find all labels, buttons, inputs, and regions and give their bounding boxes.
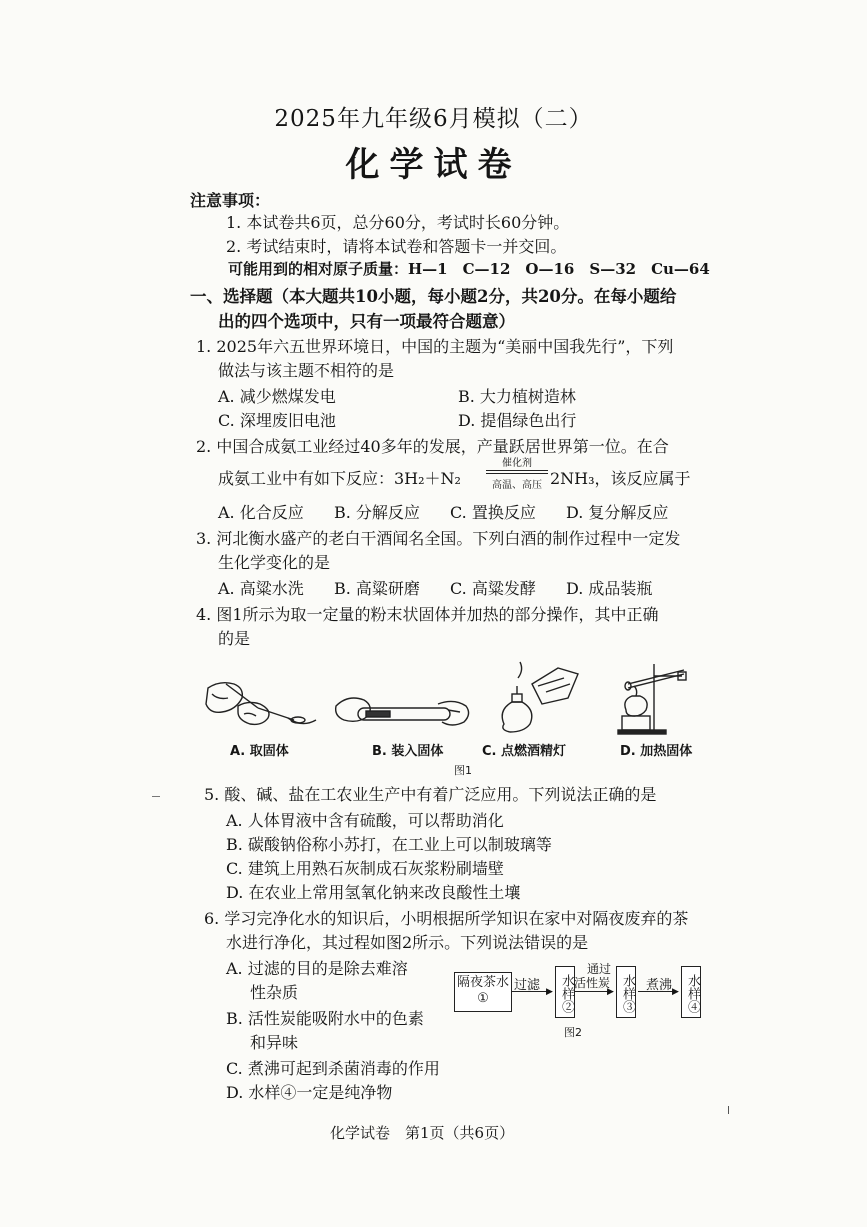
- flow-step-carbon-bottom: 活性炭: [574, 976, 611, 990]
- flow-box-sample-2: 水样②: [555, 966, 575, 1018]
- notice-item-1: 1. 本试卷共6页，总分60分，考试时长60分钟。: [226, 213, 570, 232]
- q1-option-c: C. 深埋废旧电池: [218, 411, 336, 430]
- flow-box-1-label: 隔夜茶水: [456, 975, 509, 990]
- q2-option-a: A. 化合反应: [218, 503, 304, 522]
- spatula-in-hands-drawing: [206, 683, 316, 725]
- q3-stem-line1: 3. 河北衡水盛产的老白干酒闻名全国。下列白酒的制作过程中一定发: [196, 529, 681, 548]
- section-heading-line2: 出的四个选项中，只有一项最符合题意）: [218, 312, 515, 331]
- scan-mark-left: [152, 796, 160, 797]
- q4-stem-line2: 的是: [218, 629, 251, 648]
- q2-option-c: C. 置换反应: [450, 503, 536, 522]
- figure-1-illustrations: [198, 654, 718, 738]
- subject-title: 化学试卷: [345, 145, 522, 185]
- q1-option-d: D. 提倡绿色出行: [458, 411, 577, 430]
- scan-mark-right: [728, 1106, 729, 1114]
- figure-2-label: 图2: [564, 1026, 582, 1039]
- flow-box-sample-3: 水样③: [616, 966, 636, 1018]
- exam-title: 2025年九年级6月模拟（二）: [274, 106, 593, 132]
- flow-box-1-number: ①: [477, 991, 489, 1006]
- q6-option-c: C. 煮沸可起到杀菌消毒的作用: [226, 1059, 440, 1078]
- q3-option-d: D. 成品装瓶: [566, 579, 653, 598]
- flow-arrowhead-3: ▶: [672, 987, 679, 997]
- q1-stem-line1: 1. 2025年六五世界环境日，中国的主题为“美丽中国我先行”，下列: [196, 337, 674, 356]
- figure-1-label: 图1: [454, 764, 472, 777]
- figure-1-caption-c: C. 点燃酒精灯: [482, 744, 567, 759]
- test-tube-with-paper-drawing: [336, 698, 469, 725]
- q2-stem-line2-pre: 成氨工业中有如下反应：3H₂＋N₂: [218, 469, 461, 488]
- q6-option-a-line1: A. 过滤的目的是除去难溶: [226, 959, 408, 978]
- page-footer: 化学试卷 第1页（共6页）: [330, 1124, 515, 1142]
- alcohol-lamps-drawing: [502, 662, 578, 732]
- q1-option-b: B. 大力植树造林: [458, 387, 576, 406]
- q3-option-a: A. 高粱水洗: [218, 579, 304, 598]
- q5-stem: 5. 酸、碱、盐在工农业生产中有着广泛应用。下列说法正确的是: [204, 785, 657, 804]
- q2-condition-top: 催化剂: [502, 458, 532, 469]
- q1-option-a: A. 减少燃煤发电: [218, 387, 336, 406]
- section-heading-line1: 一、选择题（本大题共10小题，每小题2分，共20分。在每小题给: [190, 287, 677, 306]
- q1-stem-line2: 做法与该主题不相符的是: [218, 361, 395, 380]
- q4-stem-line1: 4. 图1所示为取一定量的粉末状固体并加热的部分操作，其中正确: [196, 605, 659, 624]
- flow-box-sample-4: 水样④: [681, 966, 701, 1018]
- q6-stem-line1: 6. 学习完净化水的知识后，小明根据所学知识在家中对隔夜废弃的茶: [204, 909, 689, 928]
- q2-equals-sign: [486, 470, 548, 474]
- iron-stand-heating-drawing: [618, 664, 686, 734]
- q5-option-d: D. 在农业上常用氢氧化钠来改良酸性土壤: [226, 883, 521, 902]
- q6-option-a-line2: 性杂质: [250, 983, 299, 1002]
- q2-option-b: B. 分解反应: [334, 503, 420, 522]
- figure-1-caption-b: B. 装入固体: [372, 744, 444, 759]
- q3-option-c: C. 高粱发酵: [450, 579, 536, 598]
- q5-option-c: C. 建筑上用熟石灰制成石灰浆粉刷墙壁: [226, 859, 504, 878]
- q6-stem-line2: 水进行净化，其过程如图2所示。下列说法错误的是: [226, 933, 589, 952]
- notice-heading: 注意事项：: [190, 191, 271, 210]
- flow-step-boil: 煮沸: [646, 978, 673, 993]
- q2-option-d: D. 复分解反应: [566, 503, 669, 522]
- q2-stem-line1: 2. 中国合成氨工业经过40多年的发展，产量跃居世界第一位。在合: [196, 437, 669, 456]
- figure-1-caption-d: D. 加热固体: [620, 744, 693, 759]
- flow-box-tea-water: [454, 972, 512, 1012]
- q5-option-b: B. 碳酸钠俗称小苏打，在工业上可以制玻璃等: [226, 835, 552, 854]
- q6-option-b-line1: B. 活性炭能吸附水中的色素: [226, 1009, 424, 1028]
- q3-option-b: B. 高粱研磨: [334, 579, 420, 598]
- atomic-masses: 可能用到的相对原子质量：H—1 C—12 O—16 S—32 Cu—64: [228, 260, 710, 278]
- flow-step-filter: 过滤: [514, 978, 541, 993]
- q6-option-d: D. 水样④一定是纯净物: [226, 1083, 393, 1102]
- q6-option-b-line2: 和异味: [250, 1033, 299, 1052]
- q2-stem-line2-post: 2NH₃，该反应属于: [550, 469, 691, 488]
- q3-stem-line2: 生化学变化的是: [218, 553, 331, 572]
- flow-step-carbon-top: 通过: [586, 962, 611, 976]
- flow-arrowhead-2: ▶: [607, 987, 614, 997]
- figure-1-caption-a: A. 取固体: [230, 744, 289, 759]
- notice-item-2: 2. 考试结束时，请将本试卷和答题卡一并交回。: [226, 237, 567, 256]
- q5-option-a: A. 人体胃液中含有硫酸，可以帮助消化: [226, 811, 504, 830]
- q2-condition-bottom: 高温、高压: [492, 480, 542, 491]
- flow-arrowhead-1: ▶: [546, 987, 553, 997]
